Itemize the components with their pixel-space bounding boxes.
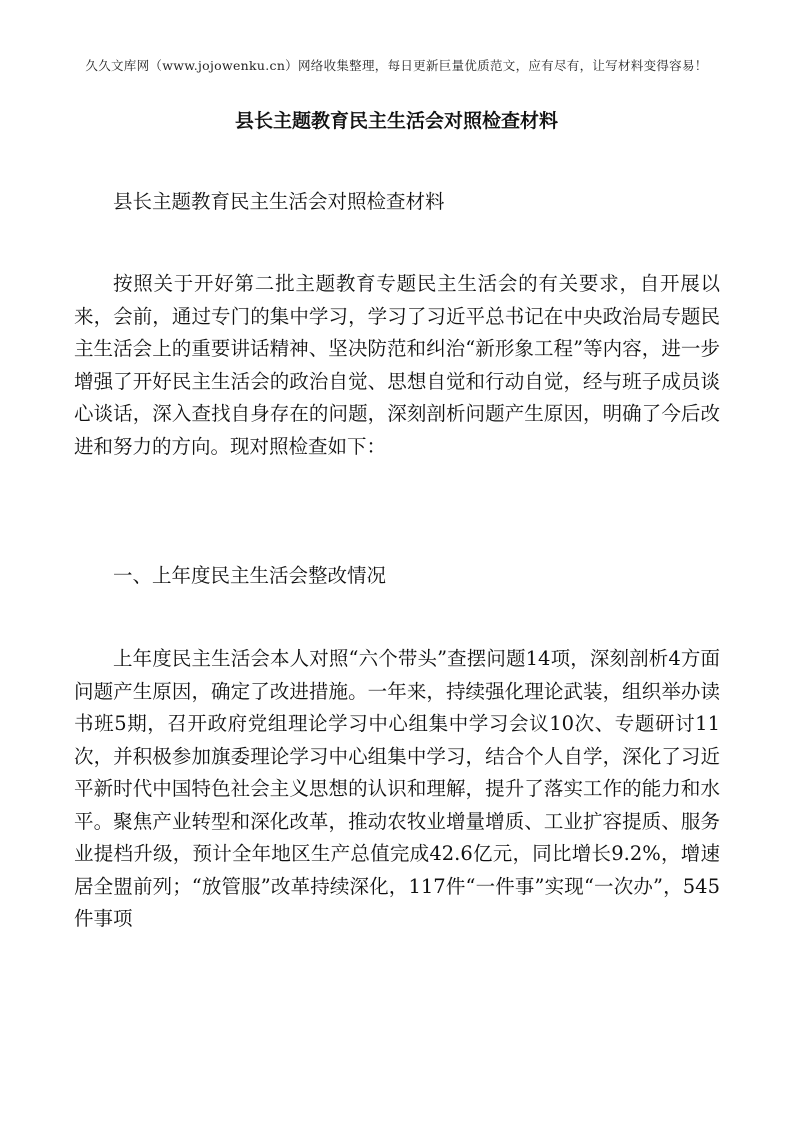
header-note: 久久文库网（www.jojowenku.cn）网络收集整理，每日更新巨量优质范文，应有尽有，让写材料变得容易！ (85, 58, 708, 73)
document-title: 县长主题教育民主生活会对照检查材料 (234, 110, 558, 132)
intro-paragraph: 按照关于开好第二批主题教育专题民主生活会的有关要求，自开展以来，会前，通过专门的集中学习，学习了习近平总书记在中央政治局专题民主生活会上的重要讲话精神、坚决防范和纠治“新形象工程”等内容，进一步增强了开好民主生活会的政治自觉、思想自觉和行动自觉，经与班子成员谈心谈话，深入查找自身存在的问题，深刻剖析问题产生原因，明确了今后改进和努力的方向。现对照检查如下： (74, 272, 720, 458)
section-paragraph: 上年度民主生活会本人对照“六个带头”查摆问题14项，深刻剖析4方面问题产生原因，确定了改进措施。一年来，持续强化理论武装，组织举办读书班5期，召开政府党组理论学习中心组集中学习会议10次、专题研讨11次，并积极参加旗委理论学习中心组集中学习，结合个人自学，深化了习近平新时代中国特色社会主义思想的认识和理解，提升了落实工作的能力和水平。聚焦产业转型和深化改革，推动农牧业增量增质、工业扩容提质、服务业提档升级，预计全年地区生产总值完成42.6亿元，同比增长9.2%，增速居全盟前列；“放管服”改革持续深化，117件“一件事”实现“一次办”，545件事项 (74, 647, 720, 930)
section-heading: 一、上年度民主生活会整改情况 (113, 564, 387, 587)
document-subtitle: 县长主题教育民主生活会对照检查材料 (113, 190, 445, 213)
